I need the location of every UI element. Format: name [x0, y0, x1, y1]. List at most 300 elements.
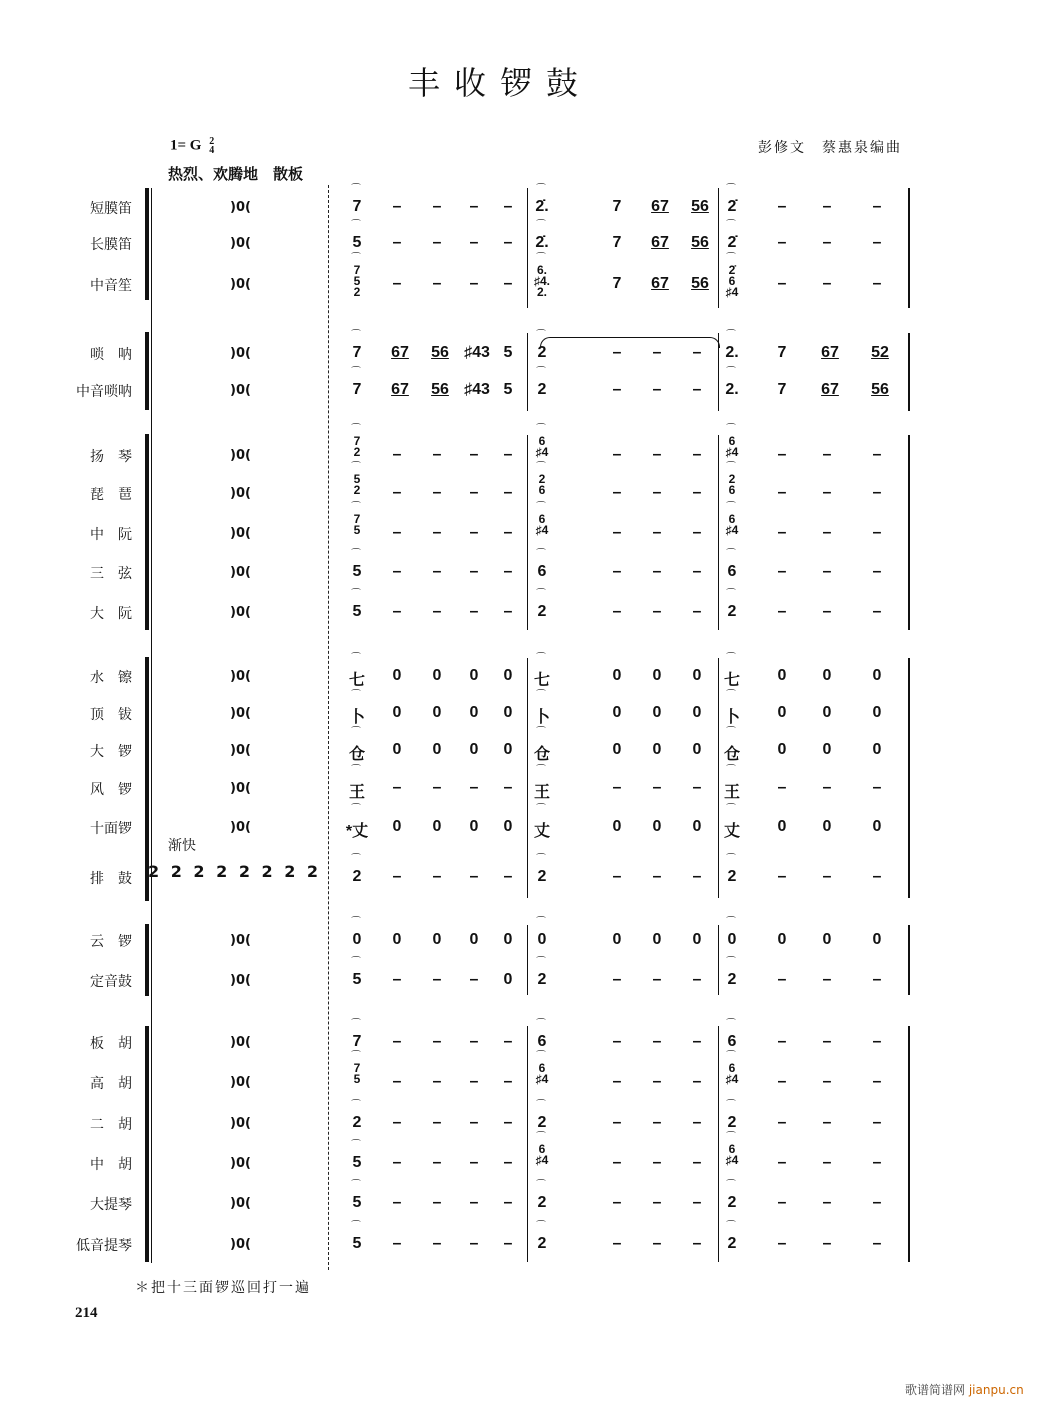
sustain-dash: –	[612, 484, 622, 501]
rest: 0	[503, 931, 513, 948]
sustain-dash: –	[392, 1154, 402, 1171]
fermata-icon: ⌒	[726, 589, 736, 600]
rest: 0	[822, 931, 832, 948]
sustain-dash: –	[692, 1194, 702, 1211]
instrument-label: 大 锣	[90, 744, 132, 760]
sustain-dash: –	[503, 563, 513, 580]
note: 2	[727, 1114, 737, 1131]
rest: 0	[777, 741, 787, 758]
sustain-dash: –	[612, 1154, 622, 1171]
note: 2	[537, 971, 547, 988]
note: 2̇	[727, 234, 737, 251]
fermata-icon: ⌒	[536, 854, 546, 865]
rest: 0	[692, 704, 702, 721]
fermata-icon: ⌒	[351, 804, 361, 815]
sustain-dash: –	[392, 603, 402, 620]
rest: 0	[612, 741, 622, 758]
sustain-dash: –	[822, 1194, 832, 1211]
rest: 0	[872, 741, 882, 758]
note: 56	[691, 198, 709, 215]
note: 7	[352, 1033, 362, 1050]
fermata-icon: ⌒	[726, 804, 736, 815]
sustain-dash: –	[822, 1073, 832, 1090]
sustain-dash: –	[503, 446, 513, 463]
sustain-dash: –	[392, 275, 402, 292]
fermata-icon: ⌒	[536, 804, 546, 815]
instrument-label: 扬 琴	[90, 449, 132, 465]
instrument-label: 顶 钹	[90, 707, 132, 723]
note: 2̇	[727, 198, 737, 215]
fermata-rest: )0(	[230, 1156, 251, 1171]
key-signature	[170, 137, 214, 155]
sustain-dash: –	[872, 1235, 882, 1252]
fermata-rest: )0(	[230, 486, 251, 501]
rest: 0	[392, 931, 402, 948]
rest: 0	[612, 667, 622, 684]
note: 2	[727, 971, 737, 988]
note: 67	[651, 198, 669, 215]
barline	[527, 333, 528, 411]
note: 丈	[723, 823, 740, 840]
instrument-label: 排 鼓	[90, 871, 132, 887]
sustain-dash: –	[692, 1114, 702, 1131]
fermata-rest: )0(	[230, 200, 251, 215]
rest: 0	[469, 818, 479, 835]
sustain-dash: –	[392, 484, 402, 501]
sustain-dash: –	[392, 779, 402, 796]
fermata-icon: ⌒	[726, 424, 736, 435]
instrument-label: 十面锣	[90, 821, 132, 837]
note: 7	[352, 198, 362, 215]
brace-plucked	[145, 434, 149, 630]
sustain-dash: –	[777, 275, 787, 292]
sustain-dash: –	[822, 1114, 832, 1131]
fermata-rest: )0(	[230, 565, 251, 580]
note: 6	[537, 563, 547, 580]
rest: 0	[652, 667, 662, 684]
note: 7	[352, 344, 362, 361]
note: 5	[352, 234, 362, 251]
sustain-dash: –	[872, 1114, 882, 1131]
sustain-dash: –	[692, 446, 702, 463]
note: 67	[391, 344, 409, 361]
note: 仓	[533, 746, 550, 763]
fermata-icon: ⌒	[726, 330, 736, 341]
fermata-icon: ⌒	[351, 653, 361, 664]
rest: 0	[503, 741, 513, 758]
fermata-rest: )0(	[230, 1116, 251, 1131]
sustain-dash: –	[652, 484, 662, 501]
note: 5	[503, 381, 513, 398]
rest: 0	[652, 818, 662, 835]
note: 2	[537, 381, 547, 398]
note: 6 ♯4	[535, 512, 549, 537]
sustain-dash: –	[432, 971, 442, 988]
note: 七	[723, 672, 740, 689]
rest: 0	[612, 704, 622, 721]
sustain-dash: –	[432, 1235, 442, 1252]
note: 5	[352, 603, 362, 620]
sustain-dash: –	[777, 484, 787, 501]
fermata-icon: ⌒	[726, 957, 736, 968]
sustain-dash: –	[822, 1235, 832, 1252]
watermark-cn: 歌谱简谱网	[905, 1383, 966, 1397]
sustain-dash: –	[872, 779, 882, 796]
sustain-dash: –	[652, 381, 662, 398]
barline	[527, 188, 528, 308]
sustain-dash: –	[652, 1073, 662, 1090]
fermata-icon: ⌒	[351, 1100, 361, 1111]
sustain-dash: –	[469, 603, 479, 620]
sustain-dash: –	[612, 1033, 622, 1050]
instrument-label: 三 弦	[90, 566, 132, 582]
fermata-rest: )0(	[230, 346, 251, 361]
barline	[718, 658, 719, 898]
fermata-icon: ⌒	[536, 424, 546, 435]
sustain-dash: –	[822, 275, 832, 292]
barline	[908, 658, 910, 898]
note: 王	[533, 784, 550, 801]
rest: 0	[432, 667, 442, 684]
sustain-dash: –	[503, 1073, 513, 1090]
sustain-dash: –	[692, 603, 702, 620]
fermata-icon: ⌒	[351, 367, 361, 378]
sustain-dash: –	[469, 1154, 479, 1171]
note: 卜	[723, 709, 740, 726]
fermata-icon: ⌒	[351, 424, 361, 435]
cadenza-divider	[328, 185, 329, 1270]
sustain-dash: –	[469, 1033, 479, 1050]
sustain-dash: –	[612, 563, 622, 580]
note: 七	[533, 672, 550, 689]
rest: 0	[652, 931, 662, 948]
sustain-dash: –	[692, 524, 702, 541]
fermata-icon: ⌒	[351, 253, 361, 264]
sustain-dash: –	[469, 1235, 479, 1252]
fermata-icon: ⌒	[536, 727, 546, 738]
rest: 0	[469, 667, 479, 684]
fermata-icon: ⌒	[351, 690, 361, 701]
sustain-dash: –	[503, 484, 513, 501]
sustain-dash: –	[392, 1235, 402, 1252]
sustain-dash: –	[777, 563, 787, 580]
sustain-dash: –	[612, 1114, 622, 1131]
brace-winds	[145, 188, 149, 300]
note: *丈	[345, 823, 369, 840]
accelerando-marking: 渐快	[168, 838, 196, 854]
sustain-dash: –	[432, 524, 442, 541]
sustain-dash: –	[652, 446, 662, 463]
sustain-dash: –	[872, 1154, 882, 1171]
sustain-dash: –	[872, 971, 882, 988]
note: 7	[777, 344, 787, 361]
fermata-icon: ⌒	[351, 184, 361, 195]
sustain-dash: –	[652, 971, 662, 988]
rest: 0	[469, 741, 479, 758]
sustain-dash: –	[469, 779, 479, 796]
note: 6 ♯4	[725, 1061, 739, 1086]
fermata-icon: ⌒	[536, 367, 546, 378]
sustain-dash: –	[432, 484, 442, 501]
rest: 0	[503, 667, 513, 684]
note: 2	[537, 1194, 547, 1211]
fermata-icon: ⌒	[351, 549, 361, 560]
sustain-dash: –	[469, 1073, 479, 1090]
sustain-dash: –	[872, 524, 882, 541]
rest: 0	[872, 667, 882, 684]
instrument-label: 唢 呐	[90, 347, 132, 363]
sustain-dash: –	[469, 275, 479, 292]
sustain-dash: –	[652, 1194, 662, 1211]
note: 67	[391, 381, 409, 398]
sustain-dash: –	[872, 484, 882, 501]
fermata-icon: ⌒	[726, 917, 736, 928]
barline	[908, 435, 910, 630]
sustain-dash: –	[503, 524, 513, 541]
fermata-icon: ⌒	[536, 1132, 546, 1143]
sustain-dash: –	[777, 524, 787, 541]
rest: 0	[432, 931, 442, 948]
fermata-icon: ⌒	[536, 1221, 546, 1232]
sustain-dash: –	[503, 1033, 513, 1050]
rest: 0	[392, 818, 402, 835]
sustain-dash: –	[822, 234, 832, 251]
sustain-dash: –	[872, 446, 882, 463]
note: 2	[352, 1114, 362, 1131]
key-label: 1= G	[170, 137, 202, 154]
note: 6	[727, 1033, 737, 1050]
sustain-dash: –	[612, 1194, 622, 1211]
instrument-label: 大 阮	[90, 606, 132, 622]
fermata-rest: )0(	[230, 973, 251, 988]
sustain-dash: –	[872, 234, 882, 251]
rest: 0	[392, 704, 402, 721]
fermata-icon: ⌒	[726, 502, 736, 513]
rest: 0	[872, 818, 882, 835]
sustain-dash: –	[432, 1033, 442, 1050]
sustain-dash: –	[777, 446, 787, 463]
sustain-dash: –	[392, 971, 402, 988]
fermata-icon: ⌒	[726, 727, 736, 738]
instrument-label: 低音提琴	[76, 1238, 132, 1254]
sustain-dash: –	[612, 1235, 622, 1252]
sustain-dash: –	[872, 1194, 882, 1211]
barline	[527, 925, 528, 995]
brace-yunluo	[145, 924, 149, 996]
sustain-dash: –	[692, 1033, 702, 1050]
paigu-intro-roll: 2 2 2 2 2 2 2 2	[148, 862, 322, 881]
note: 卜	[533, 709, 550, 726]
sustain-dash: –	[652, 1114, 662, 1131]
sustain-dash: –	[612, 1073, 622, 1090]
fermata-icon: ⌒	[351, 1180, 361, 1191]
note: 7	[612, 198, 622, 215]
note: 6	[727, 563, 737, 580]
sustain-dash: –	[392, 524, 402, 541]
instrument-label: 风 锣	[90, 782, 132, 798]
barline	[908, 1026, 910, 1262]
note: 56	[431, 344, 449, 361]
brace-suona	[145, 332, 149, 410]
sustain-dash: –	[822, 971, 832, 988]
fermata-icon: ⌒	[726, 1100, 736, 1111]
note: 2̇.	[535, 234, 549, 251]
note: 6 ♯4	[725, 434, 739, 459]
fermata-rest: )0(	[230, 383, 251, 398]
sustain-dash: –	[652, 1033, 662, 1050]
sustain-dash: –	[432, 275, 442, 292]
fermata-icon: ⌒	[351, 1019, 361, 1030]
note: 56	[691, 234, 709, 251]
rest: 0	[503, 704, 513, 721]
note: 2	[537, 603, 547, 620]
fermata-icon: ⌒	[351, 220, 361, 231]
barline	[908, 333, 910, 411]
sustain-dash: –	[469, 563, 479, 580]
fermata-rest: )0(	[230, 781, 251, 796]
instrument-label: 中音唢呐	[76, 384, 132, 400]
note: 丈	[533, 823, 550, 840]
fermata-icon: ⌒	[351, 330, 361, 341]
sustain-dash: –	[392, 1194, 402, 1211]
note: 67	[651, 275, 669, 292]
note: 52	[871, 344, 889, 361]
note: 6 ♯4	[535, 1142, 549, 1167]
sustain-dash: –	[692, 563, 702, 580]
note: 6	[537, 1033, 547, 1050]
note: 2	[537, 344, 547, 361]
note: 56	[691, 275, 709, 292]
watermark-en: jianpu.cn	[968, 1383, 1024, 1397]
fermata-rest: )0(	[230, 706, 251, 721]
fermata-icon: ⌒	[536, 220, 546, 231]
instrument-label: 大提琴	[90, 1197, 132, 1213]
barline	[908, 925, 910, 995]
sustain-dash: –	[822, 603, 832, 620]
sustain-dash: –	[503, 603, 513, 620]
fermata-rest: )0(	[230, 1035, 251, 1050]
sustain-dash: –	[692, 484, 702, 501]
fermata-icon: ⌒	[351, 917, 361, 928]
note: 7 5	[353, 1061, 361, 1086]
sustain-dash: –	[777, 1073, 787, 1090]
fermata-icon: ⌒	[726, 549, 736, 560]
sustain-dash: –	[503, 779, 513, 796]
fermata-icon: ⌒	[351, 1221, 361, 1232]
sustain-dash: –	[692, 868, 702, 885]
note: 2 6	[728, 472, 736, 497]
sustain-dash: –	[432, 1073, 442, 1090]
note: 2	[352, 868, 362, 885]
sustain-dash: –	[692, 381, 702, 398]
fermata-icon: ⌒	[351, 727, 361, 738]
rest: 0	[692, 741, 702, 758]
note: 仓	[723, 746, 740, 763]
fermata-icon: ⌒	[726, 367, 736, 378]
sustain-dash: –	[822, 484, 832, 501]
note: 2	[727, 1235, 737, 1252]
sustain-dash: –	[777, 971, 787, 988]
fermata-icon: ⌒	[726, 1180, 736, 1191]
fermata-rest: )0(	[230, 743, 251, 758]
sustain-dash: –	[392, 1073, 402, 1090]
sustain-dash: –	[692, 1235, 702, 1252]
note: 5	[352, 1235, 362, 1252]
sustain-dash: –	[612, 779, 622, 796]
fermata-icon: ⌒	[726, 653, 736, 664]
barline	[527, 435, 528, 630]
sustain-dash: –	[777, 1154, 787, 1171]
sustain-dash: –	[432, 603, 442, 620]
rest: 0	[352, 931, 362, 948]
sustain-dash: –	[872, 1073, 882, 1090]
sustain-dash: –	[822, 868, 832, 885]
page-number: 214	[75, 1305, 98, 1321]
note: 5	[352, 563, 362, 580]
note: 7	[777, 381, 787, 398]
sustain-dash: –	[469, 234, 479, 251]
sustain-dash: –	[503, 1114, 513, 1131]
sustain-dash: –	[432, 1194, 442, 1211]
rest: 0	[777, 704, 787, 721]
sustain-dash: –	[777, 603, 787, 620]
sustain-dash: –	[432, 234, 442, 251]
sustain-dash: –	[503, 1194, 513, 1211]
fermata-icon: ⌒	[726, 1019, 736, 1030]
sustain-dash: –	[822, 1033, 832, 1050]
sustain-dash: –	[652, 868, 662, 885]
note: 2 6	[538, 472, 546, 497]
note: 2	[727, 1194, 737, 1211]
sustain-dash: –	[692, 1154, 702, 1171]
sustain-dash: –	[392, 563, 402, 580]
fermata-icon: ⌒	[536, 1100, 546, 1111]
sustain-dash: –	[612, 868, 622, 885]
sustain-dash: –	[612, 524, 622, 541]
note: 仓	[348, 746, 365, 763]
instrument-label: 云 锣	[90, 934, 132, 950]
sustain-dash: –	[652, 563, 662, 580]
note: 7 5	[353, 512, 361, 537]
fermata-icon: ⌒	[726, 1221, 736, 1232]
sustain-dash: –	[777, 1194, 787, 1211]
sustain-dash: –	[503, 1154, 513, 1171]
note: 7	[612, 275, 622, 292]
sustain-dash: –	[612, 603, 622, 620]
sustain-dash: –	[612, 446, 622, 463]
fermata-icon: ⌒	[536, 184, 546, 195]
sustain-dash: –	[692, 971, 702, 988]
note: 5	[503, 344, 513, 361]
footnote: ＊把十三面锣巡回打一遍	[135, 1280, 311, 1296]
fermata-icon: ⌒	[351, 462, 361, 473]
rest: 0	[777, 818, 787, 835]
note: 2	[537, 1235, 547, 1252]
sustain-dash: –	[652, 603, 662, 620]
sustain-dash: –	[392, 446, 402, 463]
fermata-rest: )0(	[230, 1075, 251, 1090]
time-top: 2	[209, 136, 215, 147]
sustain-dash: –	[652, 779, 662, 796]
fermata-icon: ⌒	[351, 1140, 361, 1151]
note: 67	[821, 381, 839, 398]
note: 2	[727, 603, 737, 620]
brace-strings	[145, 1026, 149, 1262]
sustain-dash: –	[652, 1154, 662, 1171]
instrument-label: 长膜笛	[90, 237, 132, 253]
fermata-icon: ⌒	[726, 462, 736, 473]
system-line	[151, 188, 152, 1263]
